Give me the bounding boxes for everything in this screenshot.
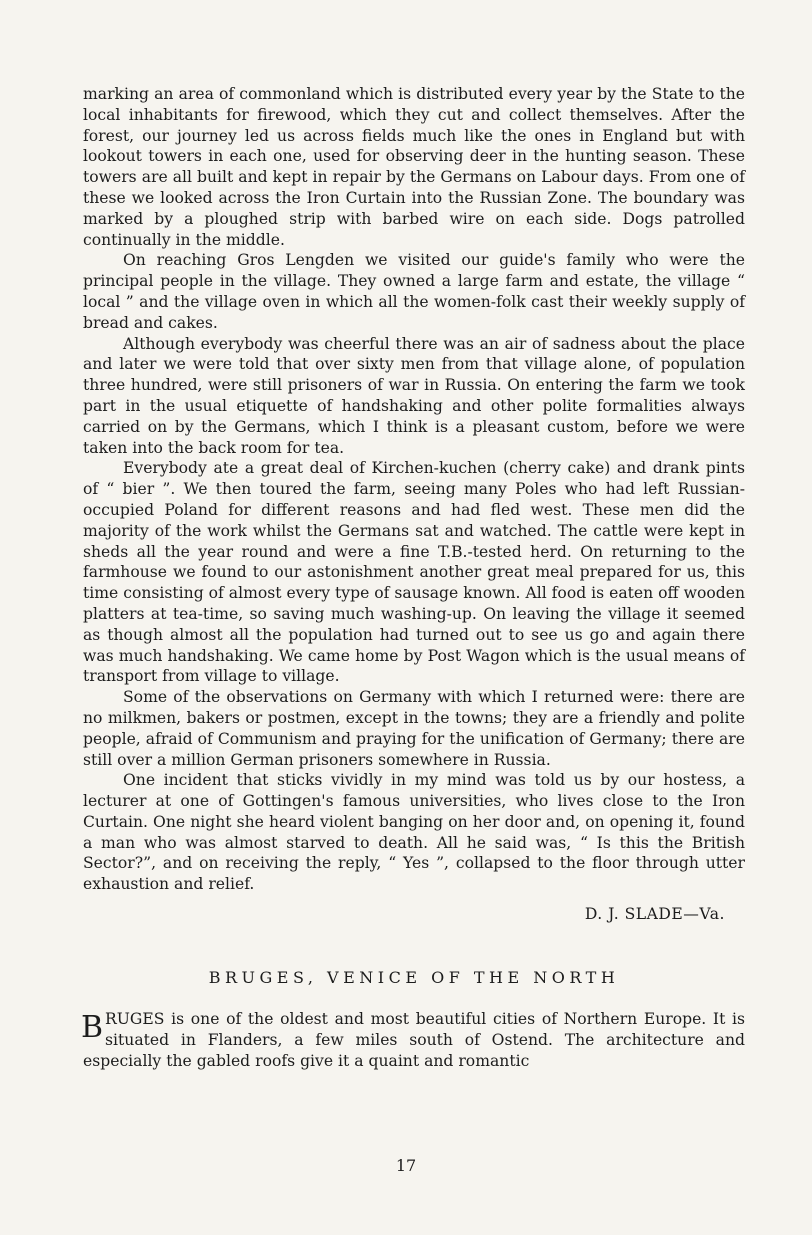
paragraph-text: RUGES is one of the oldest and most beautiful cities of Northern Europe. It is situated in Flanders, a few miles south of Ostend. The architecture and especially the gabled roofs give it a quaint and romantic [83, 1010, 745, 1070]
article-bruges [83, 968, 745, 1071]
page-body [83, 84, 745, 1071]
article-germany [83, 84, 745, 923]
paragraph: Everybody ate a great deal of Kirchen-kuchen (cherry cake) and drank pints of “ bier ”. We then toured the farm, seeing many Poles who had left Russian-occupied Poland for different reasons and had fled west. These men did the majority of the work whilst the Germans sat and watched. The cattle were kept in sheds all the year round and were a fine T.B.-tested herd. On returning to the farmhouse we found to our astonishment another great meal prepared for us, this time consisting of almost every type of sausage known. All food is eaten off wooden platters at tea-time, so saving much washing-up. On leaving the village it seemed as though almost all the population had turned out to see us go and again there was much handshaking. We came home by Post Wagon which is the usual means of transport from village to village. [83, 459, 745, 686]
article-heading: BRUGES, VENICE OF THE NORTH [208, 968, 620, 988]
paragraph: marking an area of commonland which is distributed every year by the State to the local inhabitants for firewood, which they cut and collect themselves. After the forest, our journey led us across fields much like the ones in England but with lookout towers in each one, used for observing deer in the hunting season. These towers are all built and kept in repair by the Germans on Labour days. From one of these we looked across the Iron Curtain into the Russian Zone. The boundary was marked by a ploughed strip with barbed wire on each side. Dogs patrolled continually in the middle. [83, 85, 745, 249]
author-signature: D. J. SLADE—Va. [584, 905, 725, 924]
paragraph: One incident that sticks vividly in my mind was told us by our hostess, a lecturer at one of Gottingen's famous universities, who lives close to the Iron Curtain. One night she heard violent banging on her door and, on opening it, found a man who was almost starved to death. All he said was, “ Is this the British Sector?”, and on receiving the reply, “ Yes ”, collapsed to the floor through utter exhaustion and relief. [83, 771, 745, 894]
paragraph: On reaching Gros Lengden we visited our guide's family who were the principal people in the village. They owned a large farm and estate, the village “ local ” and the village oven in which all the women-folk cast their weekly supply of bread and cakes. [83, 251, 745, 332]
page-number: 17 [395, 1156, 417, 1175]
paragraph: Although everybody was cheerful there was an air of sadness about the place and later we were told that over sixty men from that village alone, of population three hundred, were still prisoners of war in Russia. On entering the farm we took part in the usual etiquette of handshaking and other polite formalities always carried on by the Germans, which I think is a pleasant custom, before we were taken into the back room for tea. [83, 334, 745, 457]
paragraph: Some of the observations on Germany with which I returned were: there are no milkmen, bakers or postmen, except in the towns; they are a friendly and polite people, afraid of Communism and praying for the unification of Germany; there are still over a million German prisoners somewhere in Russia. [83, 688, 745, 769]
drop-cap: B [81, 1010, 104, 1046]
paragraph [83, 1009, 745, 1071]
